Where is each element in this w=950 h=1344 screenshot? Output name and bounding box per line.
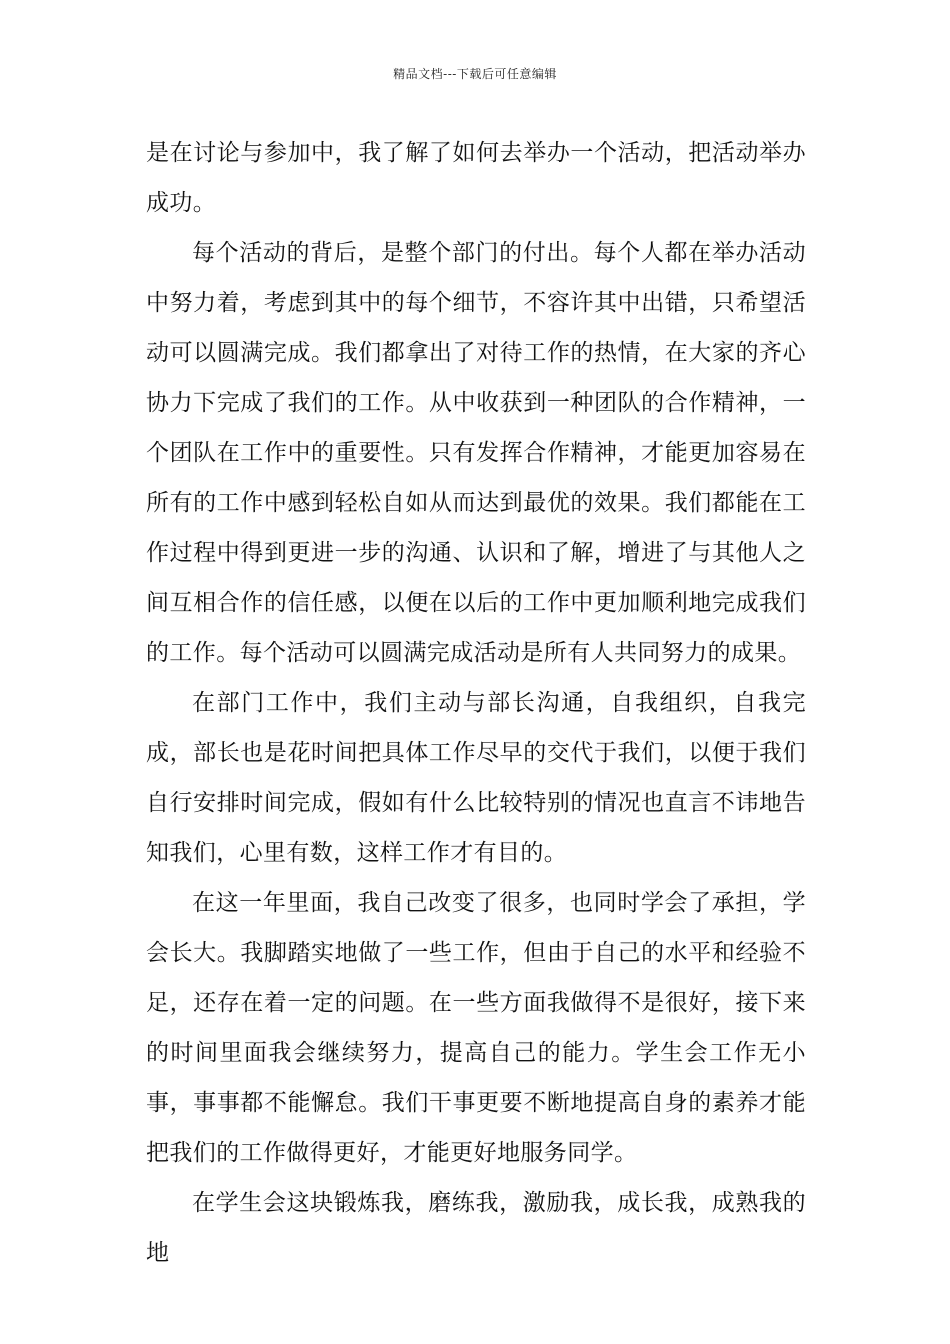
document-body xyxy=(146,128,806,1278)
paragraph-department-work: 在部门工作中，我们主动与部长沟通，自我组织，自我完成，部长也是花时间把具体工作尽早的交代于我们，以便于我们自行安排时间完成，假如有什么比较特别的情况也直言不讳地告知我们，心里有数，这样工作才有目的。 xyxy=(146,690,806,866)
paragraph-personal-growth: 在这一年里面，我自己改变了很多，也同时学会了承担，学会长大。我脚踏实地做了一些工作，但由于自己的水平和经验不足，还存在着一定的问题。在一些方面我做得不是很好，接下来的时间里面我会继续努力，提高自己的能力。学生会工作无小事，事事都不能懈怠。我们干事更要不断地提高自身的素养才能把我们的工作做得更好，才能更好地服务同学。 xyxy=(146,890,806,1166)
paragraph-activity-effort: 每个活动的背后，是整个部门的付出。每个人都在举办活动中努力着，考虑到其中的每个细节，不容许其中出错，只希望活动可以圆满完成。我们都拿出了对待工作的热情，在大家的齐心协力下完成了我们的工作。从中收获到一种团队的合作精神，一个团队在工作中的重要性。只有发挥合作精神，才能更加容易在所有的工作中感到轻松自如从而达到最优的效果。我们都能在工作过程中得到更进一步的沟通、认识和了解，增进了与其他人之间互相合作的信任感，以便在以后的工作中更加顺利地完成我们的工作。每个活动可以圆满完成活动是所有人共同努力的成果。 xyxy=(146,240,806,666)
paragraph-student-union: 在学生会这块锻炼我，磨练我，激励我，成长我，成熟我的地 xyxy=(146,1190,806,1266)
page-header: 精品文档---下载后可任意编辑 xyxy=(393,67,557,81)
paragraph-continuation: 是在讨论与参加中，我了解了如何去举办一个活动，把活动举办成功。 xyxy=(146,140,806,216)
